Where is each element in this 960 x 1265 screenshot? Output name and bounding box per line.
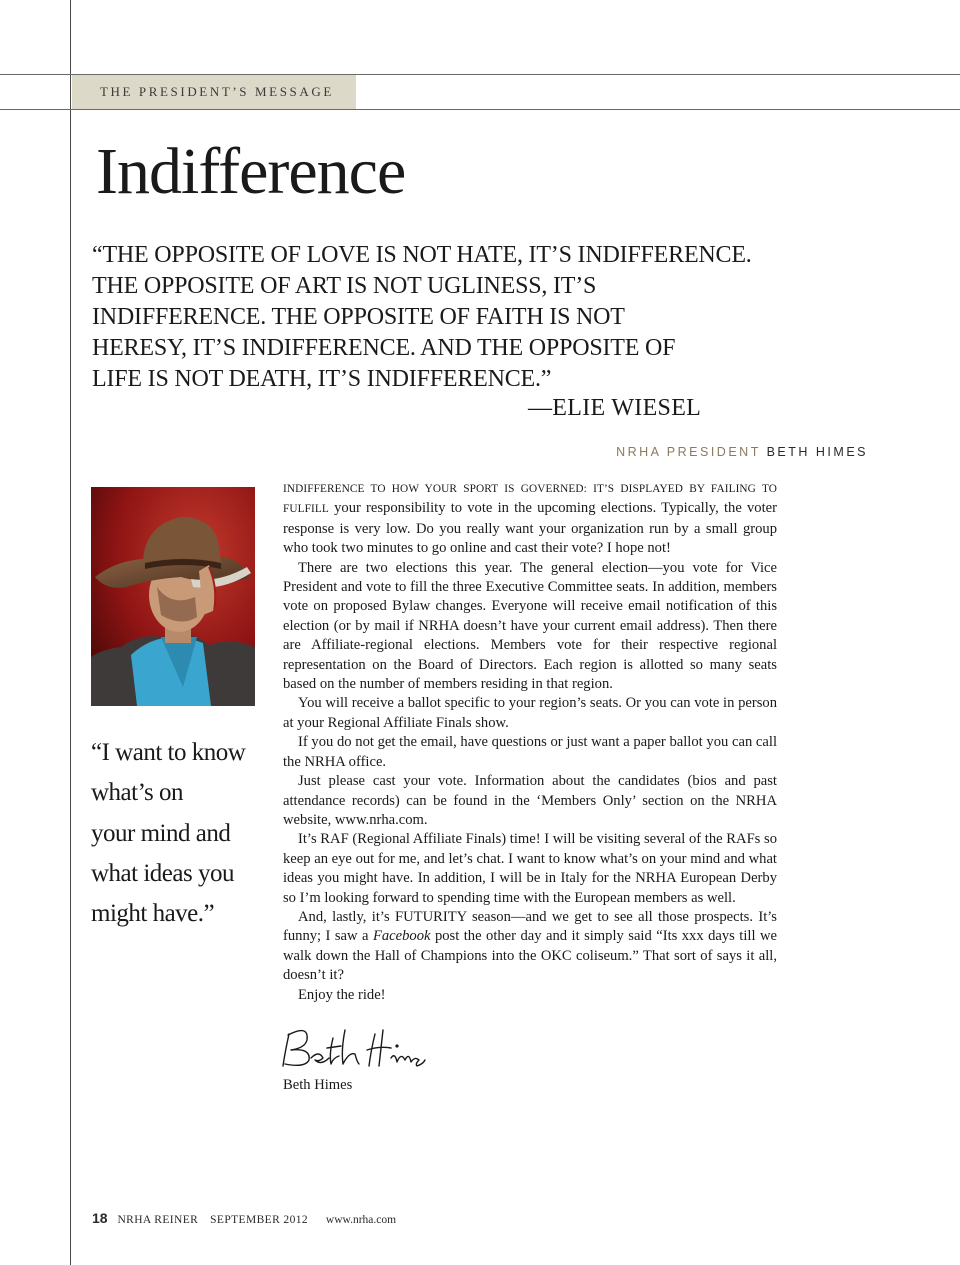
handwritten-signature	[279, 1022, 429, 1072]
pull-quote-line: might have.”	[91, 900, 215, 928]
body-paragraph: Just please cast your vote. Information about the candidates (bios and past attendance records) can be found in the ‘Members Only’ section on the NRHA website, www.nrha.com.	[283, 773, 777, 828]
body-paragraph: It’s RAF (Regional Affiliate Finals) time! I will be visiting several of the RAFs so keep an eye out for me, and let’s chat. I want to know what’s on your mind and what ideas you might have. In addition, I will be in Italy for the NRHA European Derby so I’m looking forward to spending time with the European members as well.	[283, 831, 777, 906]
epigraph-line: THE OPPOSITE OF ART IS NOT UGLINESS, IT’S	[92, 273, 597, 299]
article-title: Indifference	[96, 135, 406, 208]
epigraph-line: LIFE IS NOT DEATH, IT’S INDIFFERENCE.”	[92, 366, 552, 392]
body-paragraph	[283, 479, 777, 559]
signer-name: Beth Himes	[283, 1077, 353, 1093]
body-text: And, lastly, it’s FUTURITY season—and we get to see all those prospects. It’s funny; I saw a	[283, 908, 777, 945]
body-paragraph: Enjoy the ride!	[298, 986, 386, 1003]
section-tag	[72, 75, 356, 109]
body-paragraph	[283, 908, 777, 986]
website: www.nrha.com	[325, 1214, 397, 1226]
section-band	[0, 74, 960, 110]
author-photo	[91, 487, 255, 706]
byline	[616, 445, 868, 459]
epigraph-attribution: —ELIE WIESEL	[528, 395, 702, 421]
issue-date: SEPTEMBER 2012	[210, 1214, 309, 1226]
margin-rule	[70, 0, 71, 1265]
body-text: post the other day and it simply said “Its xxx days till we walk down the Hall of Champions into the OKC coliseum.” That sort of says it all, doesn’t it?	[283, 928, 777, 984]
lead-in: INDIFFERENCE TO HOW YOUR SPORT IS GOVERNED: IT’S DISPLAYED BY FAILING TO FULFILL	[283, 483, 777, 516]
pull-quote-line: your mind and	[91, 819, 231, 847]
pull-quote-line: “I want to know	[91, 739, 246, 766]
pull-quote-line: what ideas you	[91, 859, 234, 887]
pull-quote-line: what’s on	[91, 779, 184, 807]
section-label: THE PRESIDENT’S MESSAGE	[100, 84, 334, 99]
page-number: 18	[92, 1210, 108, 1226]
byline-name: BETH HIMES	[766, 445, 868, 459]
body-paragraph: You will receive a ballot specific to your region’s seats. Or you can vote in person at your Regional Affiliate Finals show.	[283, 695, 777, 731]
magazine-name: NRHA REINER	[117, 1214, 199, 1226]
body-paragraph: There are two elections this year. The general election—you vote for Vice President and vote to fill the three Executive Committee seats. In addition, members vote on proposed Bylaw changes. Everyone will receive email notification of this election (or by mail if NRHA doesn’t have your current email address). Then there are Affiliate-regional elections. Members vote for their respective regional representation on the Board of Directors. Each region is allotted so many seats based on the number of members residing in that region.	[283, 559, 777, 693]
epigraph-line: INDIFFERENCE. THE OPPOSITE OF FAITH IS NOT	[92, 304, 625, 330]
epigraph-line: HERESY, IT’S INDIFFERENCE. AND THE OPPOSITE OF	[92, 335, 676, 361]
epigraph-quote	[92, 240, 832, 395]
byline-role: NRHA PRESIDENT	[616, 445, 761, 459]
epigraph-line: “THE OPPOSITE OF LOVE IS NOT HATE, IT’S INDIFFERENCE.	[92, 242, 752, 268]
body-paragraph: If you do not get the email, have questions or just want a paper ballot you can call the NRHA office.	[283, 734, 777, 770]
page-footer	[92, 1210, 396, 1226]
facebook-italic: Facebook	[372, 928, 431, 945]
body-text: your responsibility to vote in the upcoming elections. Typically, the voter response is very low. Do you really want your organization run by a small group who took two minutes to go online and cast their vote? I hope not!	[283, 500, 777, 557]
pull-quote	[91, 733, 271, 934]
article-body	[283, 479, 777, 1005]
